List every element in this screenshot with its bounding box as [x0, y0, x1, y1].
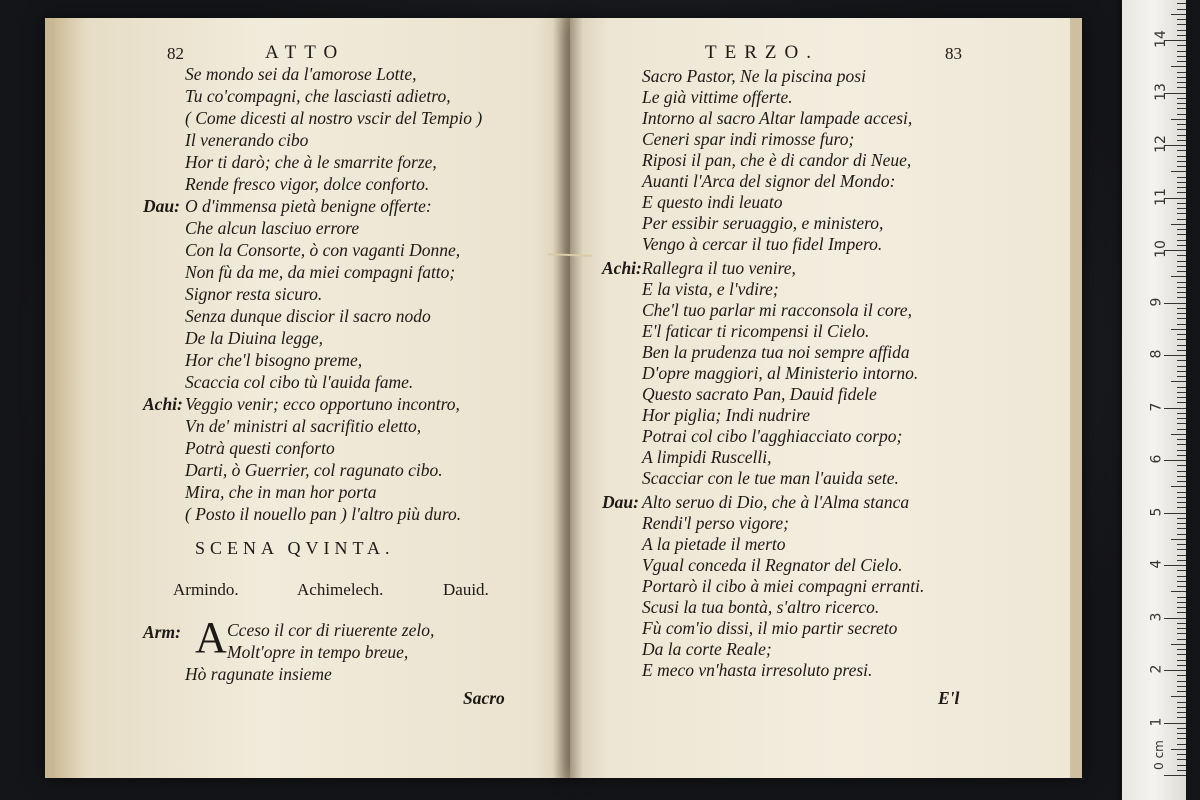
ruler-tick [1177, 271, 1186, 272]
ruler-tick [1177, 702, 1186, 703]
ruler-number: 4 [1148, 559, 1165, 569]
scene-title: SCENA QVINTA. [195, 538, 395, 558]
ruler-tick [1177, 24, 1186, 25]
verse-line: E'l faticar ti ricompensi il Cielo. [642, 321, 870, 341]
ruler-tick [1171, 749, 1186, 750]
verse-line: Veggio venir; ecco opportuno incontro, [185, 394, 460, 414]
ruler-tick [1177, 607, 1186, 608]
ruler-tick [1177, 87, 1186, 88]
ruler-tick [1171, 381, 1186, 382]
ruler-tick [1177, 261, 1186, 262]
ruler-tick [1177, 402, 1186, 403]
ruler-tick [1171, 119, 1186, 120]
character-name: Armindo. [173, 580, 239, 599]
ruler-tick [1171, 66, 1186, 67]
verse-line: Rallegra il tuo venire, [642, 258, 796, 278]
ruler-tick [1177, 581, 1186, 582]
ruler-tick [1171, 276, 1186, 277]
verse-line: Potrà questi conforto [185, 438, 335, 458]
ruler-tick [1177, 754, 1186, 755]
ruler-tick [1177, 633, 1186, 634]
ruler-tick [1171, 539, 1186, 540]
ruler-tick [1177, 245, 1186, 246]
ruler-tick [1177, 544, 1186, 545]
ruler-tick [1177, 234, 1186, 235]
ruler-tick [1177, 150, 1186, 151]
verse-line: D'opre maggiori, al Ministerio intorno. [642, 363, 919, 383]
ruler-tick [1177, 334, 1186, 335]
ruler-tick [1177, 61, 1186, 62]
ruler-tick [1177, 623, 1186, 624]
ruler-tick [1177, 765, 1186, 766]
ruler-tick [1177, 492, 1186, 493]
ruler-tick [1177, 192, 1186, 193]
ruler-tick [1177, 397, 1186, 398]
ruler-tick [1177, 717, 1186, 718]
ruler-tick [1177, 770, 1186, 771]
speaker-label: Achi: [143, 394, 183, 414]
ruler-number: 3 [1148, 612, 1165, 621]
ruler-number: 1 [1148, 717, 1165, 726]
ruler-number: 11 [1152, 187, 1169, 206]
ruler-tick [1177, 360, 1186, 361]
ruler-tick [1177, 439, 1186, 440]
ruler-tick [1177, 161, 1186, 162]
verse-line: Molt'opre in tempo breue, [227, 642, 409, 662]
ruler-tick [1177, 219, 1186, 220]
ruler-tick [1177, 712, 1186, 713]
verse-line: Fù com'io dissi, il mio partir secreto [642, 618, 898, 638]
ruler-tick [1164, 618, 1186, 619]
ruler-tick [1177, 72, 1186, 73]
ruler-tick [1177, 376, 1186, 377]
ruler-tick [1177, 649, 1186, 650]
ruler-tick [1164, 775, 1186, 776]
verse-line: E questo indi leuato [642, 192, 783, 212]
ruler-tick [1177, 429, 1186, 430]
ruler-tick [1177, 444, 1186, 445]
ruler-tick [1177, 371, 1186, 372]
verse-line: Senza dunque discior il sacro nodo [185, 306, 431, 326]
ruler-tick [1177, 597, 1186, 598]
ruler-tick [1177, 156, 1186, 157]
verse-line: Alto seruo di Dio, che à l'Alma stanca [642, 492, 910, 512]
ruler-number: 10 [1152, 240, 1169, 258]
ruler-tick [1177, 114, 1186, 115]
ruler-number: 14 [1152, 30, 1169, 48]
ruler-tick [1177, 518, 1186, 519]
ruler-tick [1177, 182, 1186, 183]
verse-line: Scusi la tua bontà, s'altro ricerco. [642, 597, 880, 617]
ruler-tick [1177, 586, 1186, 587]
ruler-tick [1171, 486, 1186, 487]
ruler-tick [1177, 166, 1186, 167]
ruler-tick [1177, 35, 1186, 36]
ruler-tick [1171, 696, 1186, 697]
ruler-tick [1177, 208, 1186, 209]
ruler-tick [1177, 560, 1186, 561]
verse-line: Auanti l'Arca del signor del Mondo: [642, 171, 896, 191]
ruler-tick [1177, 45, 1186, 46]
ruler-tick [1177, 413, 1186, 414]
ruler-tick [1164, 565, 1186, 566]
catchword: E'l [938, 688, 960, 708]
measurement-ruler [1122, 0, 1186, 800]
verse-line: Per essibir seruaggio, e ministero, [642, 213, 884, 233]
ruler-tick [1177, 292, 1186, 293]
ruler-tick [1177, 628, 1186, 629]
ruler-tick [1177, 691, 1186, 692]
verse-line: Hor ti darò; che à le smarrite forze, [185, 152, 437, 172]
ruler-tick [1177, 9, 1186, 10]
verse-line: Scaccia col cibo tù l'auida fame. [185, 372, 414, 392]
verse-line: Vn de' ministri al sacrifitio eletto, [185, 416, 422, 436]
ruler-tick [1177, 612, 1186, 613]
ruler-tick [1177, 240, 1186, 241]
ruler-tick [1177, 450, 1186, 451]
ruler-tick [1171, 591, 1186, 592]
ruler-tick [1177, 555, 1186, 556]
verse-line: O d'immensa pietà benigne offerte: [185, 196, 432, 216]
verse-line: Hor piglia; Indi nudrire [642, 405, 811, 425]
ruler-tick [1177, 423, 1186, 424]
ruler-tick [1177, 728, 1186, 729]
ruler-tick [1177, 103, 1186, 104]
ruler-number: 5 [1148, 507, 1165, 516]
ruler-tick [1177, 497, 1186, 498]
verse-line: Darti, ò Guerrier, col ragunato cibo. [185, 460, 443, 480]
ruler-tick [1177, 318, 1186, 319]
ruler-tick [1177, 3, 1186, 4]
verse-line: Che'l tuo parlar mi racconsola il core, [642, 300, 912, 320]
catchword: Sacro [463, 688, 505, 708]
ruler-tick [1177, 759, 1186, 760]
ruler-tick [1177, 549, 1186, 550]
ruler-tick [1177, 744, 1186, 745]
ruler-number: 8 [1148, 349, 1165, 359]
character-name: Achimelech. [297, 580, 384, 599]
verse-line: Riposi il pan, che è di candor di Neue, [642, 150, 912, 170]
ruler-tick [1164, 303, 1186, 304]
ruler-tick [1164, 670, 1186, 671]
speaker-label: Arm: [143, 622, 181, 642]
ruler-tick [1177, 135, 1186, 136]
ruler-tick [1177, 392, 1186, 393]
ruler-tick [1177, 534, 1186, 535]
verse-line: Vgual conceda il Regnator del Cielo. [642, 555, 903, 575]
verse-line: Portarò il cibo à miei compagni erranti. [642, 576, 925, 596]
ruler-tick [1164, 355, 1186, 356]
ruler-tick [1177, 481, 1186, 482]
ruler-tick [1177, 339, 1186, 340]
speaker-label: Dau: [143, 196, 180, 216]
verse-line: ( Come dicesti al nostro vscir del Tempio ) [185, 108, 483, 128]
verse-line: Questo sacrato Pan, Dauid fidele [642, 384, 877, 404]
ruler-tick [1177, 140, 1186, 141]
ruler-tick [1164, 513, 1186, 514]
right-page-header: TERZO. [705, 42, 819, 63]
verse-line: De la Diuina legge, [185, 328, 324, 348]
verse-line: E meco vn'hasta irresoluto presi. [642, 660, 873, 680]
ruler-tick [1177, 528, 1186, 529]
verse-line: Intorno al sacro Altar lampade accesi, [642, 108, 913, 128]
ruler-tick [1177, 287, 1186, 288]
ruler-tick [1177, 282, 1186, 283]
verse-line: Ben la prudenza tua noi sempre affida [642, 342, 910, 362]
ruler-tick [1177, 387, 1186, 388]
ruler-tick [1177, 707, 1186, 708]
ruler-tick [1177, 297, 1186, 298]
verse-line: Cceso il cor di riuerente zelo, [227, 620, 435, 640]
ruler-tick [1177, 187, 1186, 188]
ruler-tick [1177, 213, 1186, 214]
ruler-tick [1177, 19, 1186, 20]
verse-line: ( Posto il nouello pan ) l'altro più duro. [185, 504, 462, 524]
ruler-tick [1177, 313, 1186, 314]
ruler-number: 13 [1152, 82, 1169, 101]
ruler-tick [1177, 366, 1186, 367]
ruler-unit-label: 0 cm [1151, 740, 1166, 770]
ruler-number: 6 [1148, 454, 1165, 464]
ruler-tick [1177, 129, 1186, 130]
verse-line: Mira, che in man hor porta [185, 482, 377, 502]
ruler-tick [1171, 329, 1186, 330]
left-page-number: 82 [167, 44, 184, 63]
verse-line: Che alcun lasciuo errore [185, 218, 360, 238]
verse-line: Signor resta sicuro. [185, 284, 323, 304]
ruler-tick [1164, 723, 1186, 724]
verse-line: Da la corte Reale; [642, 639, 772, 659]
verse-line: Tu co'compagni, che lasciasti adietro, [185, 86, 451, 106]
ruler-tick [1177, 665, 1186, 666]
ruler-tick [1177, 77, 1186, 78]
verse-line: Non fù da me, da miei compagni fatto; [185, 262, 456, 282]
ruler-tick [1177, 476, 1186, 477]
verse-line: Vengo à cercar il tuo fidel Impero. [642, 234, 883, 254]
ruler-number: 12 [1152, 135, 1169, 153]
verse-line: Con la Consorte, ò con vaganti Donne, [185, 240, 461, 260]
ruler-tick [1177, 266, 1186, 267]
ruler-tick [1177, 255, 1186, 256]
verse-line: A la pietade il merto [642, 534, 786, 554]
verse-line: Hor che'l bisogno preme, [185, 350, 363, 370]
ruler-tick [1177, 51, 1186, 52]
ruler-tick [1177, 507, 1186, 508]
ruler-tick [1164, 408, 1186, 409]
ruler-tick [1177, 570, 1186, 571]
verse-line: E la vista, e l'vdire; [642, 279, 779, 299]
verse-line: Rendi'l perso vigore; [642, 513, 789, 533]
ruler-tick [1171, 434, 1186, 435]
verse-line: Ceneri spar indi rimosse furo; [642, 129, 855, 149]
ruler-tick [1177, 203, 1186, 204]
drop-cap: A [195, 613, 227, 662]
ruler-tick [1177, 576, 1186, 577]
ruler-tick [1164, 460, 1186, 461]
left-page [45, 18, 575, 778]
ruler-tick [1177, 229, 1186, 230]
ruler-tick [1177, 523, 1186, 524]
speaker-label: Dau: [602, 492, 639, 512]
left-page-header: ATTO [265, 42, 346, 63]
verse-line: Hò ragunate insieme [185, 664, 332, 684]
ruler-tick [1177, 324, 1186, 325]
ruler-tick [1177, 177, 1186, 178]
ruler-number: 9 [1148, 297, 1165, 306]
ruler-tick [1177, 471, 1186, 472]
character-name: Dauid. [443, 580, 489, 599]
ruler-tick [1177, 465, 1186, 466]
ruler-tick [1177, 56, 1186, 57]
ruler-tick [1177, 681, 1186, 682]
ruler-tick [1177, 82, 1186, 83]
ruler-tick [1177, 654, 1186, 655]
ruler-tick [1177, 308, 1186, 309]
ruler-tick [1177, 675, 1186, 676]
ruler-tick [1177, 345, 1186, 346]
ruler-tick [1177, 98, 1186, 99]
ruler-tick [1177, 738, 1186, 739]
ruler-tick [1177, 502, 1186, 503]
ruler-tick [1171, 644, 1186, 645]
ruler-tick [1171, 14, 1186, 15]
speaker-label: Achi: [602, 258, 642, 278]
ruler-number: 7 [1148, 402, 1165, 411]
ruler-tick [1171, 171, 1186, 172]
open-book [45, 18, 1075, 778]
ruler-tick [1177, 455, 1186, 456]
verse-line: Sacro Pastor, Ne la piscina posi [642, 66, 866, 86]
ruler-tick [1177, 686, 1186, 687]
ruler-tick [1177, 108, 1186, 109]
ruler-tick [1177, 733, 1186, 734]
ruler-tick [1177, 30, 1186, 31]
verse-line: Il venerando cibo [185, 130, 309, 150]
verse-line: Se mondo sei da l'amorose Lotte, [185, 64, 417, 84]
ruler-number: 2 [1148, 664, 1165, 674]
verse-line: Scacciar con le tue man l'auida sete. [642, 468, 899, 488]
verse-line: Rende fresco vigor, dolce conforto. [185, 174, 430, 194]
ruler-tick [1177, 602, 1186, 603]
ruler-tick [1171, 224, 1186, 225]
ruler-tick [1177, 660, 1186, 661]
verse-line: A limpidi Ruscelli, [642, 447, 772, 467]
right-page-number: 83 [945, 44, 962, 63]
ruler-tick [1177, 124, 1186, 125]
verse-line: Le già vittime offerte. [642, 87, 793, 107]
verse-line: Potrai col cibo l'agghiacciato corpo; [642, 426, 903, 446]
ruler-tick [1177, 418, 1186, 419]
right-page [570, 18, 1082, 778]
ruler-tick [1177, 639, 1186, 640]
ruler-tick [1177, 350, 1186, 351]
